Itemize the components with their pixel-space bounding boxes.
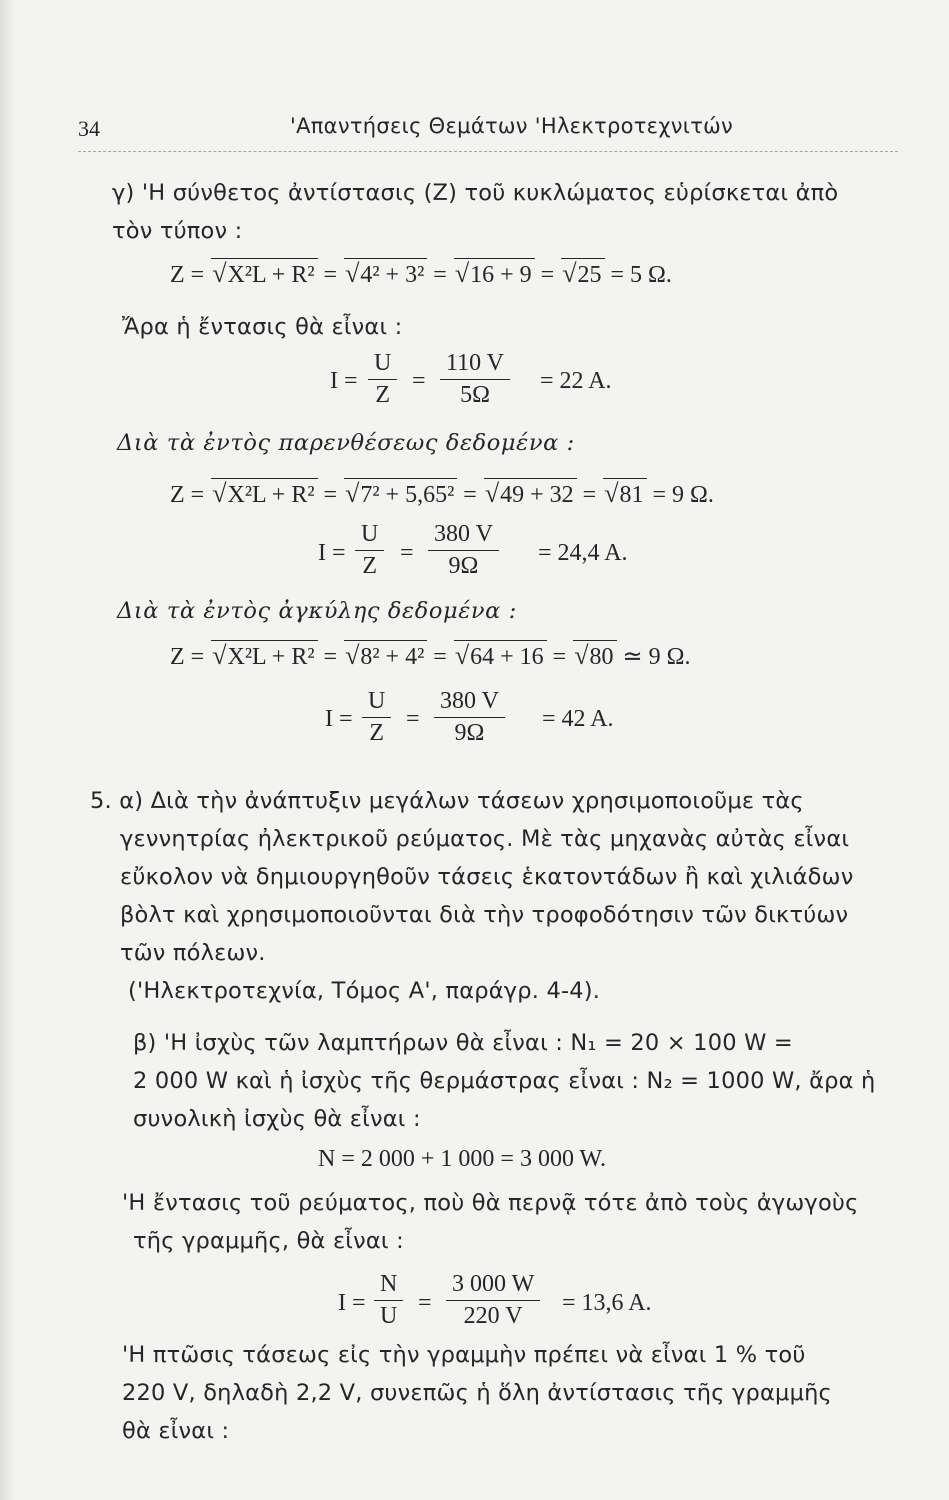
dia-paren-heading: Διὰ τὰ ἐντὸς παρενθέσεως δεδομένα : — [117, 430, 575, 456]
f3-fraction-2 — [434, 688, 505, 747]
f2-result: = 24,4 A. — [538, 540, 628, 566]
q5-line-3: εὔκολον νὰ δημιουργηθοῦν τάσεις ἑκατοντάδων ἢ καὶ χιλιάδων — [120, 864, 854, 890]
f4-lhs: I = — [338, 1290, 366, 1316]
entasis-line-1: 'Η ἔντασις τοῦ ρεύματος, ποὺ θὰ περνᾷ τότε ἀπὸ τοὺς ἀγωγοὺς — [122, 1190, 859, 1216]
page-gutter-shadow — [0, 0, 14, 1500]
total-power-equation: N = 2 000 + 1 000 = 3 000 W. — [318, 1146, 606, 1172]
f4-numerator-1: N — [374, 1271, 403, 1301]
eq3-radical-2: √ 8² + 4² — [344, 640, 427, 672]
eq3-equals-2: = — [433, 644, 447, 670]
f1-fraction-1 — [368, 350, 397, 409]
f2-fraction-1 — [355, 521, 384, 580]
header-rule — [78, 151, 898, 152]
q5-line-4: βὸλτ καὶ χρησιμοποιοῦνται διὰ τὴν τροφοδότησιν τῶν δικτύων — [120, 902, 849, 928]
eq1-equals-2: = — [433, 262, 447, 288]
eq1-result: = 5 Ω. — [610, 262, 672, 288]
f4-fraction-1 — [374, 1271, 403, 1330]
eq1-equals-1: = — [323, 262, 338, 288]
f3-numerator-2: 380 V — [434, 688, 505, 718]
beta-line-3: συνολικὴ ἰσχὺς θὰ εἶναι : — [133, 1106, 421, 1132]
f3-result: = 42 A. — [542, 706, 614, 732]
f3-lhs: I = — [325, 706, 353, 732]
f2-fraction-2 — [428, 521, 499, 580]
gamma-intro-line-1: γ) 'Η σύνθετος ἀντίστασις (Ζ) τοῦ κυκλώματος εὑρίσκεται ἀπὸ — [112, 180, 839, 206]
ptosis-line-1: 'Η πτῶσις τάσεως εἰς τὴν γραμμὴν πρέπει νὰ εἶναι 1 % τοῦ — [122, 1342, 806, 1368]
q5-reference: ('Ηλεκτροτεχνία, Τόμος Α', παράγρ. 4-4). — [128, 978, 601, 1004]
q5-line-5: τῶν πόλεων. — [120, 940, 266, 966]
eq1-equals-3: = — [540, 262, 555, 288]
f3-fraction-1 — [362, 688, 391, 747]
f1-numerator-1: U — [368, 350, 397, 380]
eq2-radical-3: √ 49 + 32 — [484, 478, 577, 510]
page-number: 34 — [78, 116, 100, 141]
eq2-equals-1: = — [323, 482, 338, 508]
f2-numerator-1: U — [355, 521, 384, 551]
eq2-radical-4: √ 81 — [603, 478, 646, 510]
f2-denominator-1: Z — [362, 553, 377, 579]
eq2-result: = 9 Ω. — [652, 482, 714, 508]
f4-denominator-1: U — [380, 1303, 398, 1329]
eq3-radical-1: √ X²L + R² — [211, 640, 317, 672]
f2-mid: = — [400, 540, 414, 566]
eq2-equals-2: = — [463, 482, 477, 508]
eq3-equals-1: = — [323, 644, 338, 670]
f4-result: = 13,6 A. — [562, 1290, 652, 1316]
f3-denominator-1: Z — [369, 720, 384, 746]
eq2-lhs: Ζ = — [170, 482, 205, 508]
f4-mid: = — [418, 1290, 432, 1316]
eq3-radical-4: √ 80 — [573, 640, 616, 672]
ara-line: Ἄρα ἡ ἔντασις θὰ εἶναι : — [122, 314, 403, 340]
f3-numerator-1: U — [362, 688, 391, 718]
ptosis-line-3: θὰ εἶναι : — [122, 1418, 230, 1444]
eq1-radical-4: √ 25 — [561, 258, 604, 290]
entasis-line-2: τῆς γραμμῆς, θὰ εἶναι : — [133, 1228, 404, 1254]
eq3-result: ≃ 9 Ω. — [622, 644, 691, 670]
q5-line-1: 5. α) Διὰ τὴν ἀνάπτυξιν μεγάλων τάσεων χρησιμοποιοῦμε τὰς — [90, 788, 804, 814]
running-head: 'Απαντήσεις Θεμάτων 'Ηλεκτροτεχνιτών — [290, 114, 734, 138]
f1-denominator-1: Z — [375, 382, 390, 408]
eq2-equals-3: = — [582, 482, 597, 508]
f1-denominator-2: 5Ω — [460, 382, 490, 408]
f3-mid: = — [406, 706, 420, 732]
f1-lhs: I = — [330, 368, 358, 394]
f1-result: = 22 A. — [540, 368, 612, 394]
eq1-radical-1: √ X²L + R² — [211, 258, 317, 290]
f4-denominator-2: 220 V — [463, 1303, 523, 1329]
ptosis-line-2: 220 V, δηλαδὴ 2,2 V, συνεπῶς ἡ ὅλη ἀντίστασις τῆς γραμμῆς — [122, 1380, 832, 1406]
eq3-equals-3: = — [552, 644, 567, 670]
gamma-intro-line-2: τὸν τύπον : — [112, 218, 243, 244]
q5-line-2: γεννητρίας ἠλεκτρικοῦ ρεύματος. Μὲ τὰς μηχανὰς αὐτὰς εἶναι — [120, 826, 850, 852]
beta-line-2: 2 000 W καὶ ἡ ἰσχὺς τῆς θερμάστρας εἶναι : N₂ = 1000 W, ἄρα ἡ — [133, 1068, 876, 1094]
f1-numerator-2: 110 V — [440, 350, 510, 380]
f4-numerator-2: 3 000 W — [446, 1271, 540, 1301]
eq2-radical-1: √ X²L + R² — [211, 478, 317, 510]
f2-numerator-2: 380 V — [428, 521, 499, 551]
f4-fraction-2 — [446, 1271, 540, 1330]
eq3-radical-3: √ 64 + 16 — [454, 640, 547, 672]
f2-lhs: I = — [318, 540, 346, 566]
f1-fraction-2 — [440, 350, 510, 409]
impedance-equation-2 — [170, 478, 714, 510]
f3-denominator-2: 9Ω — [454, 720, 485, 746]
impedance-equation-1 — [170, 258, 672, 290]
eq1-lhs: Ζ = — [170, 262, 205, 288]
dia-ankyli-heading: Διὰ τὰ ἐντὸς ἀγκύλης δεδομένα : — [117, 598, 517, 624]
eq1-radical-2: √ 4² + 3² — [344, 258, 427, 290]
f2-denominator-2: 9Ω — [448, 553, 479, 579]
eq1-radical-3: √ 16 + 9 — [454, 258, 535, 290]
impedance-equation-3 — [170, 640, 690, 672]
f1-mid: = — [412, 368, 426, 394]
eq2-radical-2: √ 7² + 5,65² — [344, 478, 457, 510]
beta-line-1: β) 'Η ἰσχὺς τῶν λαμπτήρων θὰ εἶναι : N₁ = 20 × 100 W = — [133, 1030, 793, 1056]
eq3-lhs: Ζ = — [170, 644, 205, 670]
